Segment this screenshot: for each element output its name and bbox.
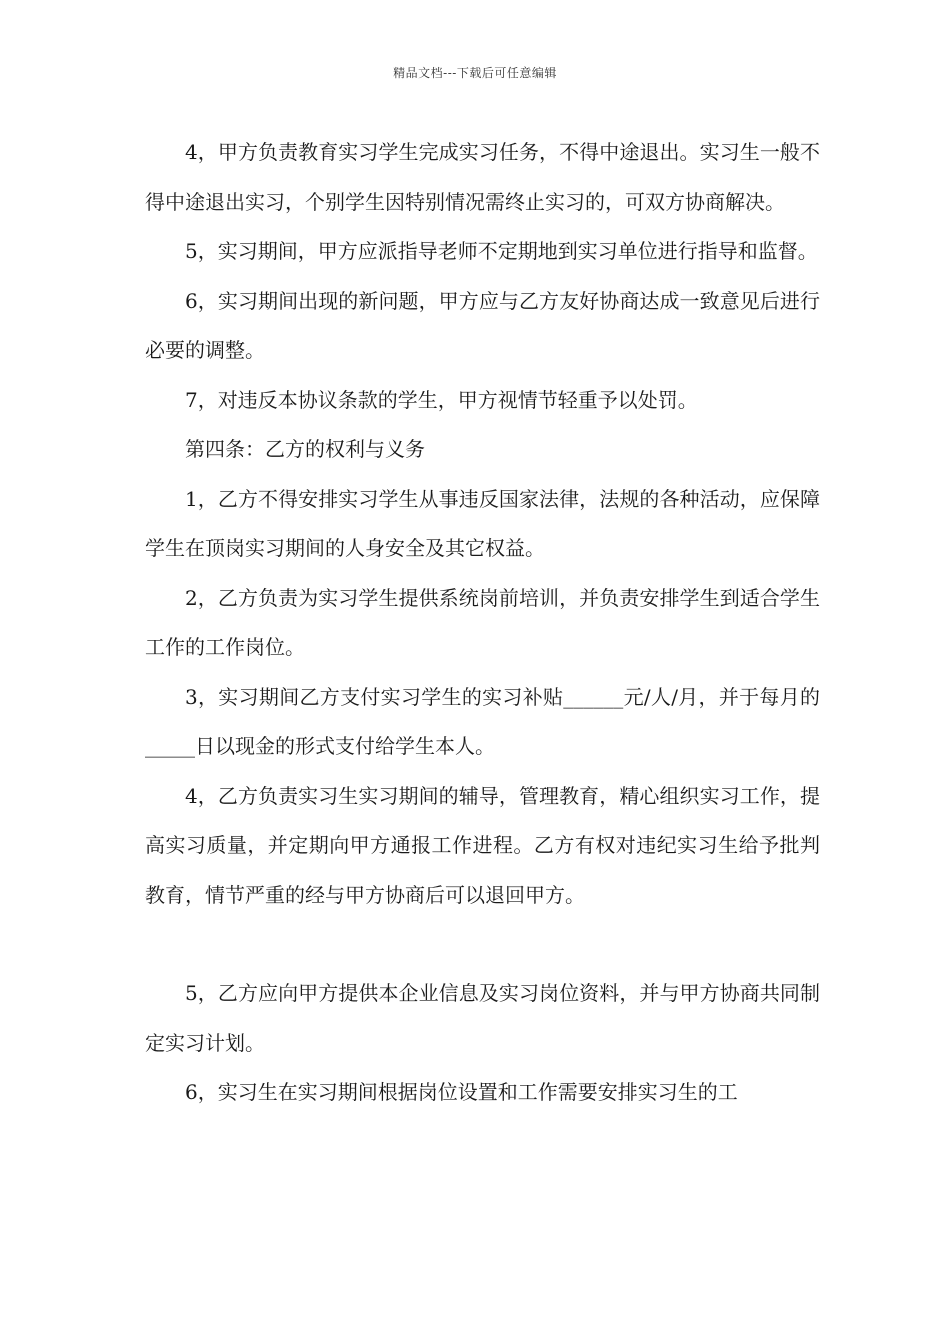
- paragraph-1: 4，甲方负责教育实习学生完成实习任务，不得中途退出。实习生一般不得中途退出实习，个别学生因特别情况需终止实习的，可双方协商解决。: [145, 140, 820, 214]
- paragraph-4: 7，对违反本协议条款的学生，甲方视情节轻重予以处罚。: [185, 387, 698, 412]
- paragraph-6: 2，乙方负责为实习学生提供系统岗前培训，并负责安排学生到适合学生工作的工作岗位。: [145, 585, 820, 659]
- paragraph-9: 5，乙方应向甲方提供本企业信息及实习岗位资料，并与甲方协商共同制定实习计划。: [145, 981, 820, 1055]
- paragraph-2: 5，实习期间，甲方应派指导老师不定期地到实习单位进行指导和监督。: [185, 239, 818, 263]
- page-header: 精品文档---下载后可任意编辑: [393, 66, 557, 80]
- document-body: [145, 128, 820, 1118]
- paragraph-7: 3，实习期间乙方支付实习学生的实习补贴______元/人/月，并于每月的_____日以现金的形式支付给学生本人。: [145, 684, 820, 758]
- paragraph-5: 1，乙方不得安排实习学生从事违反国家法律，法规的各种活动，应保障学生在顶岗实习期间的人身安全及其它权益。: [145, 486, 820, 560]
- paragraph-3: 6，实习期间出现的新问题，甲方应与乙方友好协商达成一致意见后进行必要的调整。: [145, 288, 820, 362]
- section-heading: 第四条：乙方的权利与义务: [185, 437, 425, 461]
- paragraph-8: 4，乙方负责实习生实习期间的辅导，管理教育，精心组织实习工作，提高实习质量，并定期向甲方通报工作进程。乙方有权对违纪实习生给予批判教育，情节严重的经与甲方协商后可以退回甲方。: [145, 783, 820, 907]
- paragraph-10: 6，实习生在实习期间根据岗位设置和工作需要安排实习生的工: [185, 1080, 738, 1104]
- blank-line: [145, 920, 820, 969]
